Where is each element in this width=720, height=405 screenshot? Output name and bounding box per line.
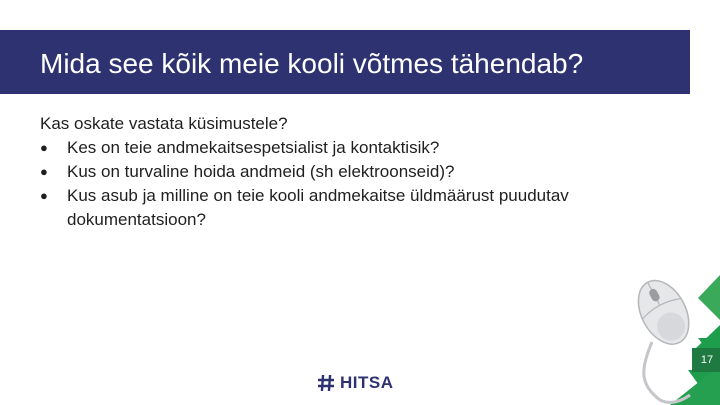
bullet-text: Kes on teie andmekaitsespetsialist ja kontaktisik? [67,138,440,157]
computer-mouse-icon [600,270,720,405]
logo-name: HITSA [340,373,394,392]
bullet-item [40,136,640,160]
bullet-item [40,184,640,232]
bullet-marker: ● [40,164,48,179]
slide-body [40,112,640,232]
hash-icon [318,375,334,391]
page-number: 17 [700,354,714,366]
bullet-marker: ● [40,140,48,155]
bullet-list [40,136,640,232]
slide-title: Mida see kõik meie kooli võtmes tähendab? [40,48,584,79]
hitsa-logo [318,372,394,394]
bullet-item [40,160,640,184]
bullet-marker: ● [40,188,48,203]
bullet-text: Kus on turvaline hoida andmeid (sh elektroonseid)? [67,162,455,181]
intro-question: Kas oskate vastata küsimustele? [40,114,288,133]
bullet-text: Kus asub ja milline on teie kooli andmekaitse üldmäärust puudutav dokumentatsioon? [67,186,569,229]
